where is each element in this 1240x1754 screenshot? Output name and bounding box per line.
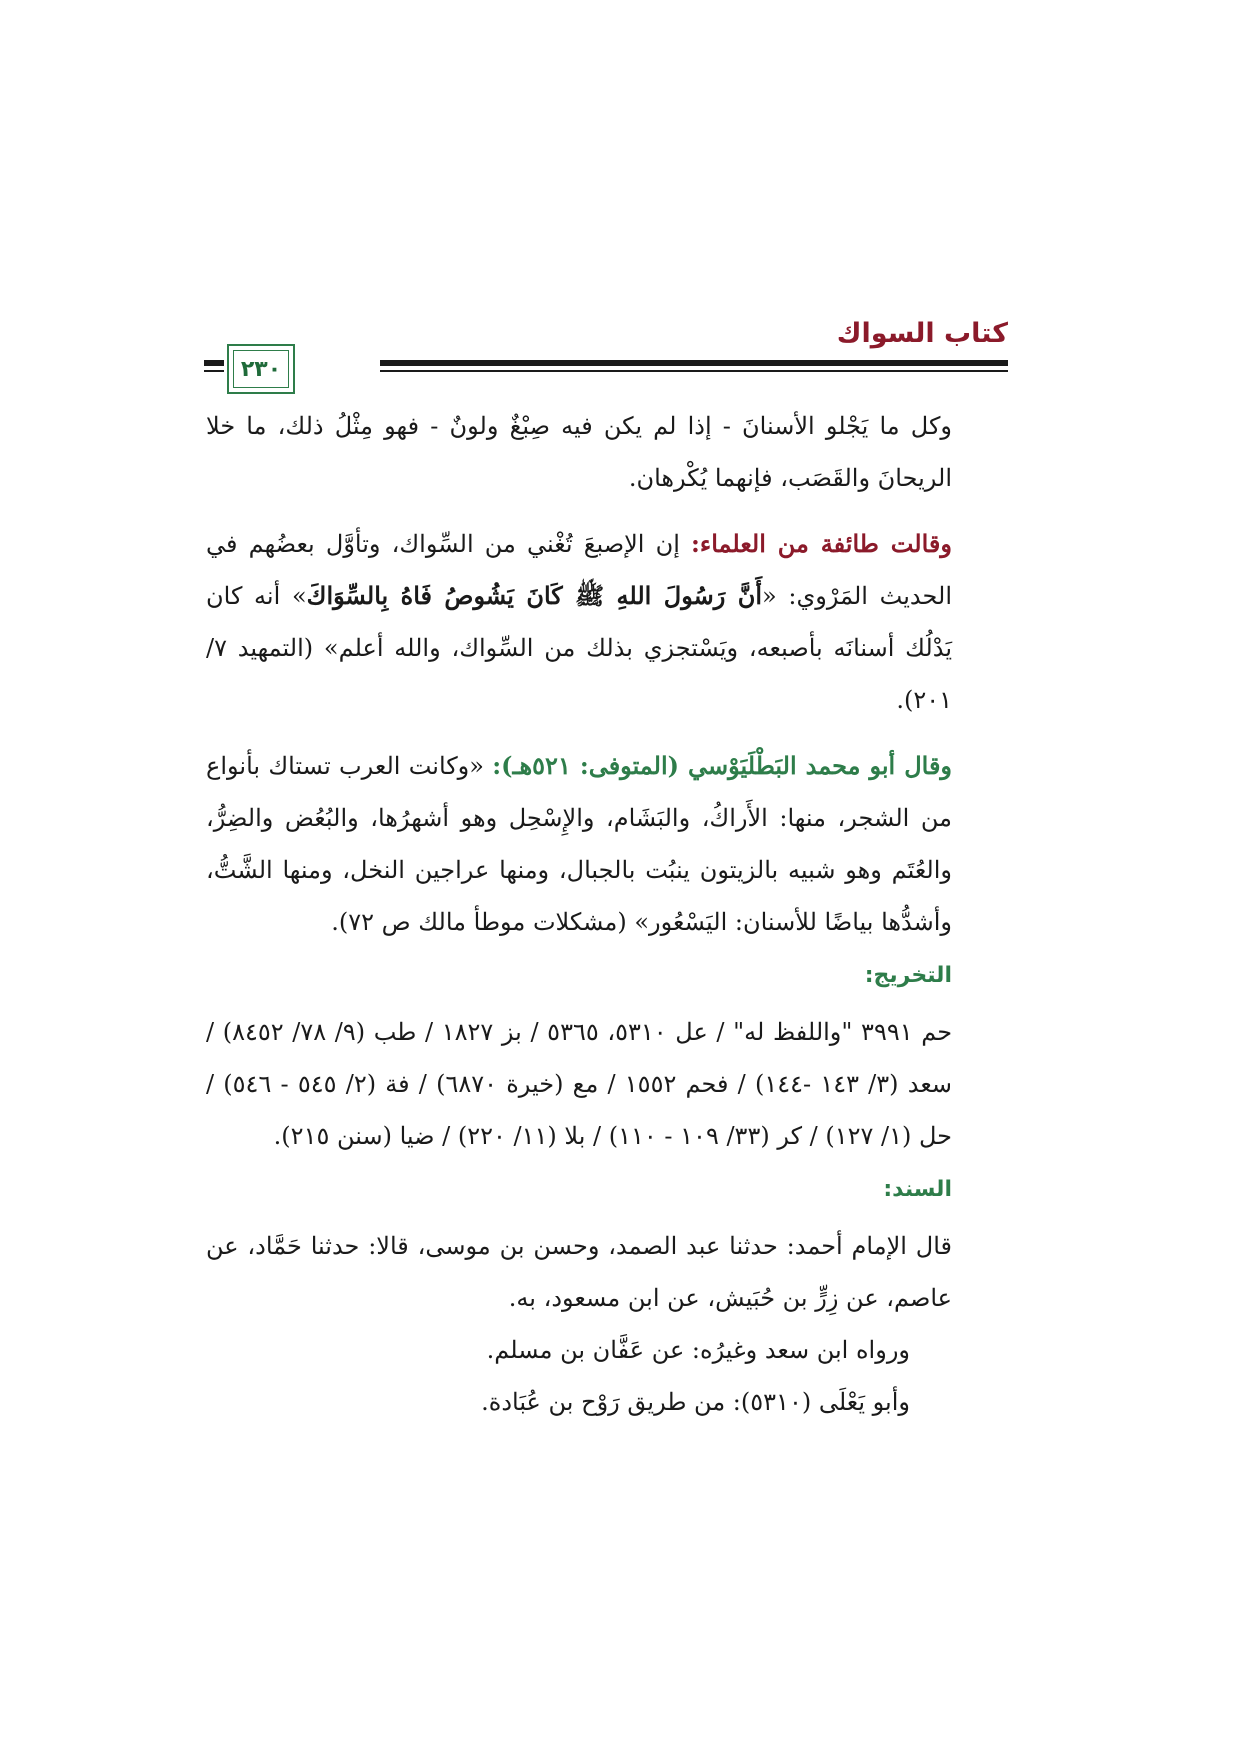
sanad-line-2: ورواه ابن سعد وغيرُه: عن عَفَّان بن مسلم. <box>486 1336 910 1364</box>
header-rule-thin <box>380 370 1008 372</box>
takhrij-text: حم ٣٩٩١ "واللفظ له" / عل ٥٣١٠، ٥٣٦٥ / بز ١٨٢٧ / طب (٩/ ٧٨/ ٨٤٥٢) / سعد (٣/ ١٤٣ -١٤٤) / فحم ١٥٥٢ / مع (خيرة ٦٨٧٠) / فة (٢/ ٥٤٥ - ٥٤٦) / حل (١/ ١٢٧) / كر (٣٣/ ١٠٩ - ١١٠) / بلا (١١/ ٢٢٠) / ضيا (سنن ٢١٥). <box>206 1018 953 1150</box>
paragraph-2-lead: وقالت طائفة من العلماء: <box>691 529 952 558</box>
takhrij-heading: التخريج: <box>864 963 952 988</box>
header-rule-left-thick <box>204 360 224 366</box>
header-rule-left-thin <box>204 370 224 372</box>
sanad-text: قال الإمام أحمد: حدثنا عبد الصمد، وحسن بن موسى، قالا: حدثنا حَمَّاد، عن عاصم، عن زِرٍّ بن حُبَيش، عن ابن مسعود، به. <box>206 1232 952 1312</box>
sanad-heading: السند: <box>883 1177 952 1202</box>
page-number: ٢٣٠ <box>233 350 289 388</box>
paragraph-2-text-b: » أنه كان يَدْلُك أسنانَه بأصبعه، ويَسْتجزي بذلك من السِّواك، والله أعلم» (التمهيد ٧/ ٢٠١). <box>206 582 952 714</box>
paragraph-1: وكل ما يَجْلو الأسنانَ - إذا لم يكن فيه صِبْغٌ ولونٌ - فهو مِثْلُ ذلك، ما خلا الريحانَ والقَصَب، فإنهما يُكْرهان. <box>206 412 952 492</box>
page-content <box>206 400 1008 1428</box>
paragraph-3-text: «وكانت العرب تستاك بأنواع من الشجر، منها: الأَراكُ، والبَشَام، والإِسْحِل وهو أشهرُها، والبُعُض والضِرُّ، والعُتَم وهو شبيه بالزيتون ينبُت بالجبال، ومنها عراجين النخل، ومنها الشَّتُّ، وأشدُّها بياضًا للأسنان: اليَسْعُور» (مشكلات موطأ مالك ص ٧٢). <box>206 752 952 936</box>
hadith-text: أَنَّ رَسُولَ اللهِ ﷺ كَانَ يَشُوصُ فَاهُ بِالسِّوَاكَ <box>306 581 763 610</box>
sanad-line-3: وأبو يَعْلَى (٥٣١٠): من طريق رَوْح بن عُبَادة. <box>481 1388 910 1416</box>
header-rule-thick <box>380 360 1008 366</box>
page-number-frame <box>227 344 295 394</box>
paragraph-2 <box>206 518 1008 726</box>
paragraph-2-text-a: إن الإصبعَ تُغْني من السِّواك، وتأوَّل بعضُهم في الحديث المَرْوي: « <box>206 530 952 610</box>
paragraph-3 <box>206 740 1008 948</box>
paragraph-3-lead: وقال أبو محمد البَطْلَيَوْسي (المتوفى: ٥٢١هـ): <box>492 751 953 780</box>
book-title: كتاب السواك <box>836 318 1008 349</box>
